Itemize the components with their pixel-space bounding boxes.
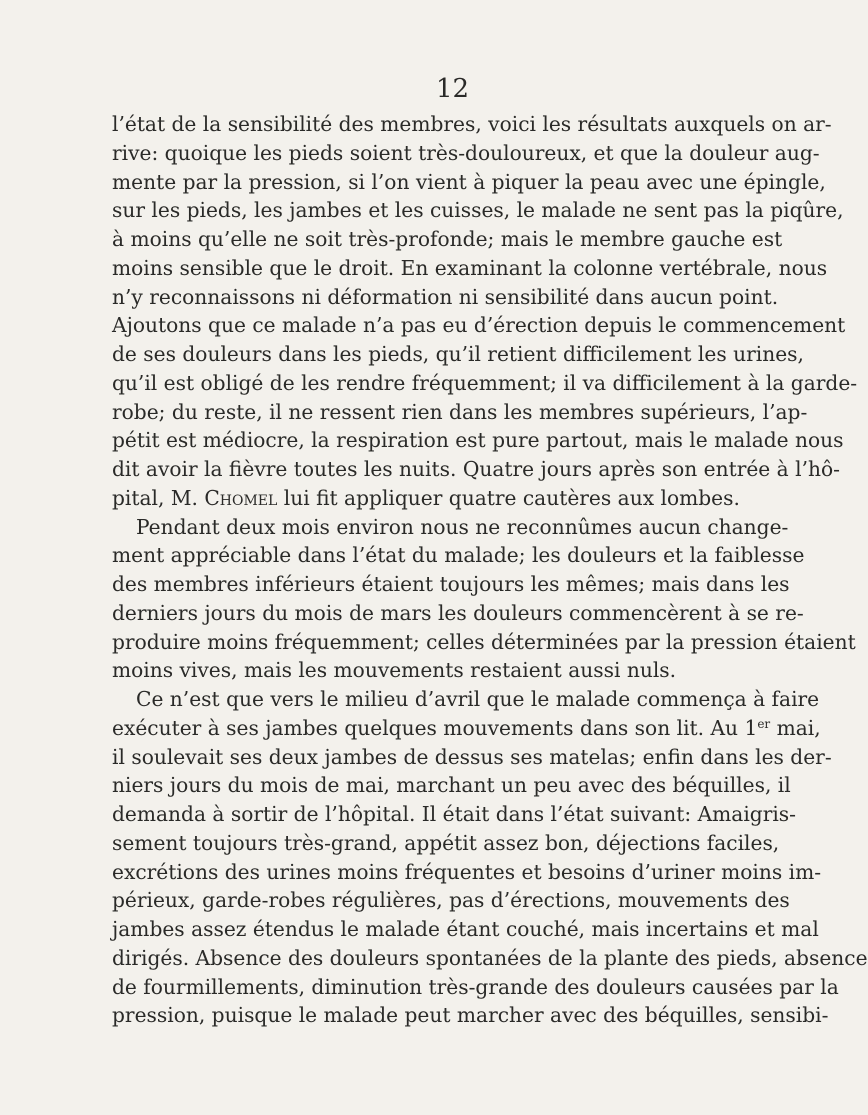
superscript: er [757, 716, 771, 731]
text-fragment: exécuter à ses jambes quelques mouvements dans son lit. Au 1 [112, 715, 758, 740]
text-line: moins vives, mais les mouvements restaient aussi nuls. [112, 658, 677, 683]
text-line: excrétions des urines moins fréquentes et besoins d’uriner moins im- [112, 859, 822, 884]
text-line: de fourmillements, diminution très-grande des douleurs causées par la [112, 974, 839, 999]
text-line: qu’il est obligé de les rendre fréquemment; il va difficilement à la garde- [112, 370, 858, 395]
text-line: sur les pieds, les jambes et les cuisses, le malade ne sent pas la piqûre, [112, 198, 844, 223]
page-number: 12 [435, 74, 470, 104]
text-line: produire moins fréquemment; celles déterminées par la pression étaient [112, 629, 856, 654]
text-line: demanda à sortir de l’hôpital. Il était dans l’état suivant: Amaigris- [112, 802, 796, 826]
text-line: derniers jours du mois de mars les douleurs commencèrent à se re- [112, 600, 804, 625]
text-line: sement toujours très-grand, appétit assez bon, déjections faciles, [112, 830, 780, 855]
text-fragment: pital, M. [112, 485, 198, 510]
text-fragment: lui fit appliquer quatre cautères aux lombes. [283, 485, 740, 510]
text-line: pétit est médiocre, la respiration est pure partout, mais le malade nous [112, 428, 844, 453]
text-fragment: mai, [776, 715, 821, 740]
body-text [112, 110, 868, 1030]
paragraph-start-line: Ce n’est que vers le milieu d’avril que le malade commença à faire [136, 687, 820, 711]
author-name: Chomel [204, 485, 278, 510]
text-line: périeux, garde-robes régulières, pas d’érections, mouvements des [112, 888, 790, 913]
text-line: rive: quoique les pieds soient très-douloureux, et que la douleur aug- [112, 140, 820, 165]
text-line: n’y reconnaissons ni déformation ni sensibilité dans aucun point. [112, 284, 779, 309]
text-line: ment appréciable dans l’état du malade; les douleurs et la faiblesse [112, 543, 805, 568]
text-line: dirigés. Absence des douleurs spontanées de la plante des pieds, absence [112, 945, 868, 970]
text-line: de ses douleurs dans les pieds, qu’il retient difficilement les urines, [112, 342, 804, 366]
text-line: dit avoir la fièvre toutes les nuits. Quatre jours après son entrée à l’hô- [112, 457, 840, 481]
paragraph-start-line: Pendant deux mois environ nous ne reconnûmes aucun change- [136, 514, 789, 539]
text-line: l’état de la sensibilité des membres, voici les résultats auxquels on ar- [112, 112, 832, 136]
text-line: moins sensible que le droit. En examinant la colonne vertébrale, nous [112, 255, 828, 280]
text-line: mente par la pression, si l’on vient à piquer la peau avec une épingle, [112, 169, 826, 194]
text-line: il soulevait ses deux jambes de dessus ses matelas; enfin dans les der- [112, 744, 832, 769]
text-line: Ajoutons que ce malade n’a pas eu d’érection depuis le commencement [112, 313, 846, 338]
text-line: à moins qu’elle ne soit très-profonde; mais le membre gauche est [112, 227, 783, 251]
text-line: robe; du reste, il ne ressent rien dans les membres supérieurs, l’ap- [112, 399, 808, 424]
text-line [112, 484, 740, 513]
text-line: niers jours du mois de mai, marchant un peu avec des béquilles, il [112, 773, 791, 798]
text-line [112, 714, 821, 743]
text-line: pression, puisque le malade peut marcher avec des béquilles, sensibi- [112, 1003, 829, 1028]
text-line: des membres inférieurs étaient toujours les mêmes; mais dans les [112, 572, 790, 596]
text-line: jambes assez étendus le malade étant couché, mais incertains et mal [112, 917, 819, 941]
